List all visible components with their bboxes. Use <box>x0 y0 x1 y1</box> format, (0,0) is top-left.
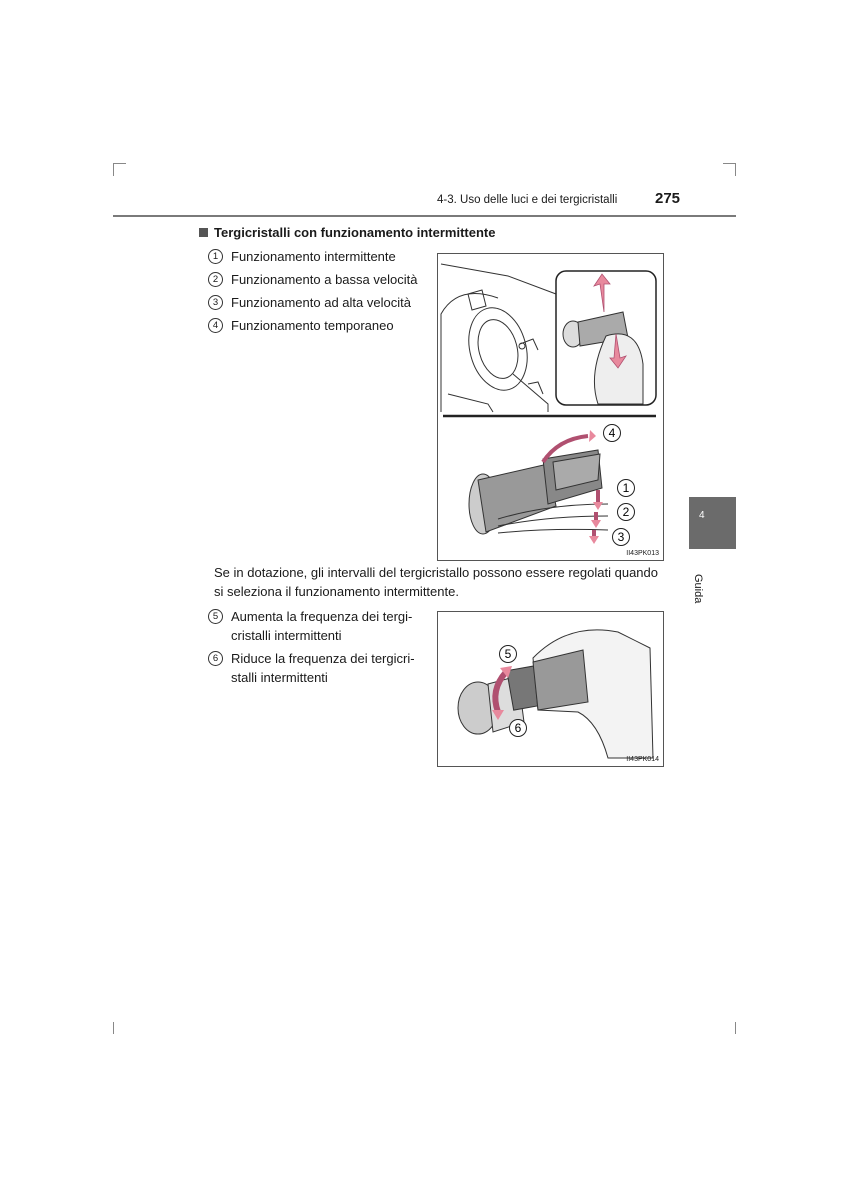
page-number: 275 <box>655 190 681 207</box>
crop-mark <box>735 1022 736 1034</box>
section-heading-text: Tergicristalli con funzionamento intermittente <box>214 225 496 240</box>
list-item-text: Funzionamento ad alta velocità <box>231 295 411 310</box>
list-item-text: Funzionamento a bassa velocità <box>231 272 418 287</box>
crop-mark <box>723 163 736 164</box>
list-item-text <box>231 607 412 645</box>
callout-1: 1 <box>622 481 630 495</box>
list-item-text: Funzionamento temporaneo <box>231 318 394 333</box>
list-item <box>208 247 417 266</box>
callout-4: 4 <box>608 426 616 440</box>
crop-mark <box>113 163 114 176</box>
wiper-mode-list <box>208 247 417 339</box>
figure-code: II43PK014 <box>626 756 659 763</box>
list-item-line: cristalli intermittenti <box>231 628 342 643</box>
wiper-lever-illustration <box>438 254 663 560</box>
list-item <box>208 270 417 289</box>
header-section-title: 4-3. Uso delle luci e dei tergicristalli <box>437 194 618 206</box>
section-heading <box>199 225 495 240</box>
circled-number: 3 <box>208 295 223 310</box>
header-rule <box>113 215 736 217</box>
list-item-line: Riduce la frequenza dei tergicri- <box>231 651 415 666</box>
crop-mark <box>735 163 736 176</box>
chapter-tab <box>689 497 736 549</box>
chapter-tab-number: 4 <box>699 510 705 521</box>
callout-6: 6 <box>514 721 522 735</box>
circled-number: 4 <box>208 318 223 333</box>
circled-number: 2 <box>208 272 223 287</box>
list-item-text <box>231 649 415 687</box>
callout-3: 3 <box>617 530 625 544</box>
list-item <box>208 316 417 335</box>
frequency-ring-illustration <box>438 612 663 766</box>
list-item <box>208 293 417 312</box>
crop-mark <box>113 163 126 164</box>
figure-frequency-ring <box>437 611 664 767</box>
frequency-list <box>208 607 424 691</box>
chapter-tab-label: Guida <box>692 574 704 604</box>
figure-code: II43PK013 <box>626 550 659 557</box>
square-bullet-icon <box>199 228 208 237</box>
callout-2: 2 <box>622 505 630 519</box>
list-item <box>208 649 424 687</box>
list-item <box>208 607 424 645</box>
list-item-line: stalli intermittenti <box>231 670 328 685</box>
callout-5: 5 <box>504 647 512 661</box>
circled-number: 5 <box>208 609 223 624</box>
intermittent-note: Se in dotazione, gli intervalli del tergicristallo possono essere regolati quando si seleziona il funzionamento intermittente. <box>214 565 658 599</box>
figure-wiper-lever <box>437 253 664 561</box>
circled-number: 1 <box>208 249 223 264</box>
list-item-line: Aumenta la frequenza dei tergi- <box>231 609 413 624</box>
circled-number: 6 <box>208 651 223 666</box>
list-item-text: Funzionamento intermittente <box>231 249 396 264</box>
crop-mark <box>113 1022 114 1034</box>
